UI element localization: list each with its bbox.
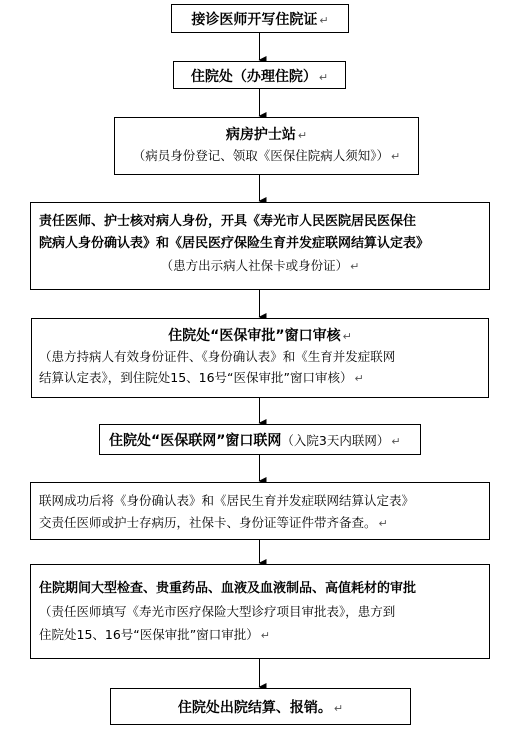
paragraph-mark: ↵ (333, 702, 344, 715)
step-6-box (99, 424, 421, 455)
step-5-box (31, 318, 489, 398)
paragraph-mark: ↵ (319, 14, 329, 27)
paragraph-mark: ↵ (350, 260, 360, 273)
step-6-title: 住院处“医保联网”窗口联网 (109, 433, 282, 449)
step-2-title: 住院处（办理住院） (190, 69, 317, 85)
paragraph-mark: ↵ (354, 372, 364, 385)
step-7-box (30, 482, 490, 540)
step-8-detail-line1: （责任医师填写《寿光市医疗保险大型诊疗项目审批表》，患方到 (39, 604, 396, 619)
paragraph-mark: ↵ (297, 129, 308, 142)
step-6-detail: （入院3天内联网） (281, 433, 390, 448)
step-8-title: 住院期间大型检查、贵重药品、血液及血液制品、高值耗材的审批 (39, 581, 417, 596)
step-3-box (114, 117, 419, 175)
step-1-title: 接诊医师开写住院证 (191, 12, 318, 28)
step-4-title-line2: 院病人身份确认表》和《居民医疗保险生育并发症联网结算认定表》 (39, 236, 430, 251)
step-8-detail-line2: 住院处15、16号“医保审批”窗口审批） (39, 627, 259, 642)
step-3-detail: （病员身份登记、领取《医保住院病人须知》） (132, 148, 390, 163)
step-4-box (30, 202, 490, 290)
step-4-title-line1: 责任医师、护士核对病人身份，开具《寿光市人民医院居民医保住 (39, 214, 417, 229)
paragraph-mark: ↵ (260, 629, 270, 642)
step-9-box (110, 688, 411, 725)
step-2-box (173, 61, 346, 89)
step-8-box (30, 564, 490, 659)
step-4-detail: （患方出示病人社保卡或身份证） (160, 258, 349, 273)
paragraph-mark: ↵ (318, 71, 329, 84)
step-5-detail-line2: 结算认定表》，到住院处15、16号“医保审批”窗口审核） (39, 370, 353, 385)
step-9-title: 住院处出院结算、报销。 (177, 700, 332, 716)
step-1-box (171, 4, 349, 33)
paragraph-mark: ↵ (391, 435, 401, 448)
step-3-title: 病房护士站 (225, 127, 296, 143)
step-7-line2: 交责任医师或护士存病历，社保卡、身份证等证件带齐备查。 (39, 515, 377, 530)
step-7-line1: 联网成功后将《身份确认表》和《居民生育并发症联网结算认定表》 (39, 493, 415, 508)
step-5-detail-line1: （患方持病人有效身份证件、《身份确认表》和《生育并发症联网 (39, 349, 396, 364)
paragraph-mark: ↵ (342, 330, 352, 343)
paragraph-mark: ↵ (378, 517, 388, 530)
step-5-title: 住院处“医保审批”窗口审核 (168, 328, 341, 344)
paragraph-mark: ↵ (391, 150, 401, 163)
